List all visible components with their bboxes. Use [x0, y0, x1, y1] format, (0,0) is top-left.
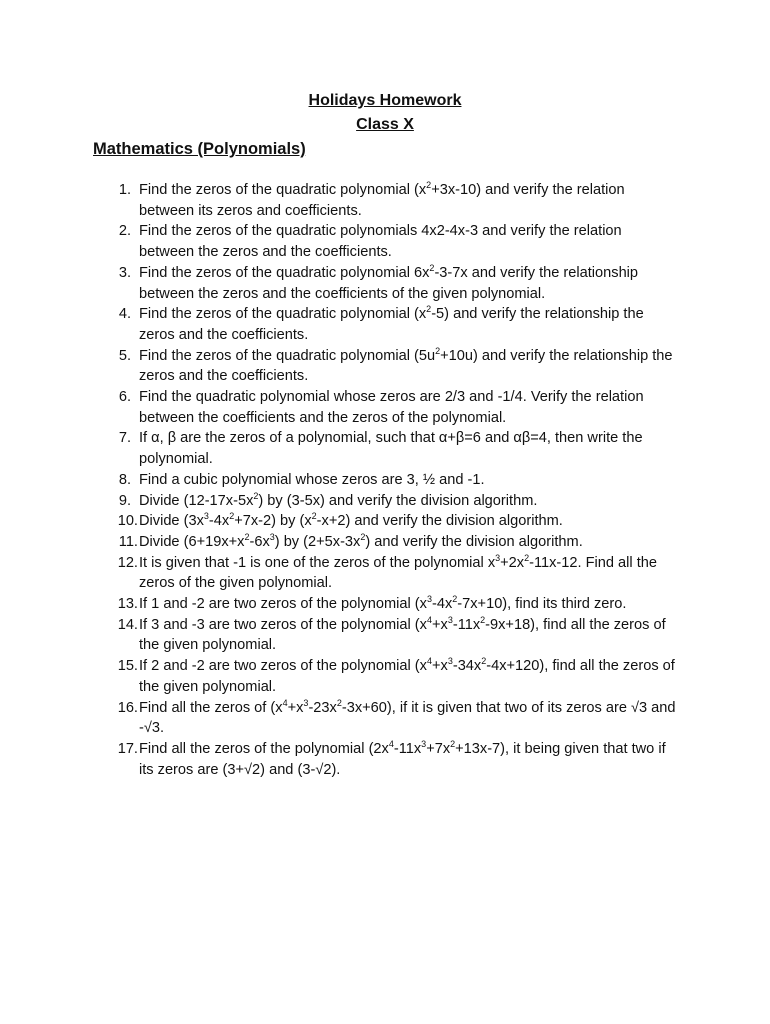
question-text-segment: +7x-2) by (x [234, 513, 312, 530]
exponent: 2 [253, 490, 259, 501]
question-item [0, 511, 770, 532]
question-text-segment: Find the zeros of the quadratic polynomial (x [139, 306, 427, 323]
question-text-segment: ) by (3-5x) and verify the division algorithm. [258, 492, 538, 509]
question-item [0, 221, 770, 262]
exponent: 2 [481, 656, 487, 667]
question-text [139, 491, 679, 512]
question-text-segment: -34x [452, 658, 482, 675]
question-item [0, 615, 770, 656]
question-text-segment: +3x-10) and verify the relation between its zeros and coefficients. [139, 182, 625, 219]
exponent: 3 [447, 656, 453, 667]
question-number: 5. [118, 347, 131, 364]
question-text [139, 387, 679, 428]
exponent: 4 [426, 656, 432, 667]
question-number: 15. [117, 658, 138, 675]
exponent: 3 [495, 552, 501, 563]
question-text-segment: -9x+18), find all the zeros of the given polynomial. [139, 616, 666, 654]
question-text-segment: +7x [426, 740, 451, 757]
exponent: 3 [303, 697, 309, 708]
question-number: 7. [118, 430, 131, 447]
subject-heading: Mathematics (Polynomials) [93, 140, 306, 158]
question-text-segment: Find all the zeros of the polynomial (2x [139, 740, 389, 757]
question-text [139, 221, 679, 262]
question-item [0, 180, 770, 221]
exponent: 4 [426, 614, 432, 625]
question-text-segment: Find the zeros of the quadratic polynomials 4x2-4x-3 and verify the relation between the zeros and the coefficients. [139, 223, 622, 261]
question-text-segment: +2x [500, 554, 525, 571]
question-text-segment: -11x [393, 740, 422, 757]
question-text-segment: Divide (6+19x+x [139, 533, 245, 550]
question-text [139, 346, 679, 387]
question-number: 8. [118, 471, 131, 488]
exponent: 2 [229, 511, 235, 522]
question-item [0, 553, 770, 594]
class-label: Class X [356, 116, 414, 133]
question-text-segment: Find the zeros of the quadratic polynomial (x [139, 182, 427, 198]
exponent: 2 [336, 697, 342, 708]
question-number: 10. [117, 513, 138, 530]
question-text [139, 656, 679, 697]
question-item [0, 304, 770, 345]
question-text-segment: Divide (3x [139, 513, 204, 530]
question-text-segment: Find all the zeros of (x [139, 699, 283, 716]
question-text-segment: If 3 and -3 are two zeros of the polynomial (x [139, 616, 427, 633]
exponent: 3 [426, 594, 432, 605]
question-text-segment: -3x+60), if it is given that two of its zeros are √3 and -√3. [139, 699, 676, 737]
question-text [139, 428, 679, 469]
document-title: Holidays Homework [308, 92, 462, 109]
exponent: 3 [269, 531, 275, 542]
question-number: 13. [117, 596, 138, 613]
question-number: 9. [118, 492, 131, 509]
question-number: 17. [117, 740, 138, 757]
question-text [139, 304, 679, 345]
exponent: 2 [480, 614, 486, 625]
question-text [139, 263, 679, 304]
question-item [0, 470, 770, 491]
question-text-segment: -4x [208, 513, 230, 530]
question-item [0, 594, 770, 615]
exponent: 2 [244, 531, 250, 542]
question-text-segment: -5) and verify the relationship the zeros and the coefficients. [139, 306, 644, 343]
exponent: 2 [311, 511, 317, 522]
question-text-segment: -6x [249, 533, 270, 550]
question-text-segment: Find the zeros of the quadratic polynomial 6x [139, 264, 430, 281]
exponent: 2 [435, 345, 441, 356]
question-text-segment: Find a cubic polynomial whose zeros are 3, ½ and -1. [139, 471, 485, 488]
question-item [0, 263, 770, 304]
question-text-segment: -11x [452, 616, 481, 633]
question-text-segment: +x [287, 699, 304, 716]
question-text-segment: If 1 and -2 are two zeros of the polynomial (x [139, 596, 427, 613]
exponent: 2 [524, 552, 530, 563]
exponent: 4 [282, 697, 288, 708]
question-text-segment: +x [431, 658, 448, 675]
exponent: 3 [447, 614, 453, 625]
question-text [139, 698, 679, 739]
question-number: 11. [118, 533, 138, 550]
question-text [139, 532, 679, 553]
question-text-segment: -3-7x and verify the relationship between the zeros and the coefficients of the given polynomial. [139, 264, 639, 302]
question-text [139, 594, 679, 615]
question-item [0, 698, 770, 739]
exponent: 3 [203, 511, 209, 522]
question-number: 4. [118, 306, 131, 323]
exponent: 4 [388, 738, 394, 749]
question-item [0, 491, 770, 512]
question-text-segment: ) and verify the division algorithm. [365, 533, 583, 550]
exponent: 2 [426, 180, 432, 190]
question-number: 2. [118, 223, 131, 240]
question-text-segment: -7x+10), find its third zero. [457, 596, 627, 613]
exponent: 2 [360, 531, 366, 542]
question-text-segment: +x [431, 616, 448, 633]
question-text-segment: It is given that -1 is one of the zeros of the polynomial x [139, 554, 496, 571]
question-item [0, 532, 770, 553]
question-item [0, 346, 770, 387]
question-number: 3. [118, 264, 131, 281]
question-text-segment: -23x [308, 699, 337, 716]
question-text-segment: If 2 and -2 are two zeros of the polynomial (x [139, 658, 427, 675]
exponent: 2 [452, 594, 458, 605]
question-text-segment: +13x-7), it being given that two if its zeros are (3+√2) and (3-√2). [139, 740, 666, 778]
question-item [0, 656, 770, 697]
question-text-segment: -4x [431, 596, 453, 613]
question-text-segment: ) by (2+5x-3x [274, 533, 361, 550]
question-text-segment: Divide (12-17x-5x [139, 492, 254, 509]
exponent: 3 [421, 738, 427, 749]
question-item [0, 428, 770, 469]
question-text [139, 470, 679, 491]
question-text-segment: Find the zeros of the quadratic polynomial (5u [139, 347, 436, 364]
exponent: 2 [429, 262, 435, 273]
question-text [139, 739, 679, 780]
question-text [139, 180, 679, 221]
question-text-segment: If α, β are the zeros of a polynomial, such that α+β=6 and αβ=4, then write the polynomial. [139, 430, 643, 468]
question-text [139, 615, 679, 656]
question-list [0, 180, 770, 780]
question-text-segment: -11x-12. Find all the zeros of the given polynomial. [139, 554, 657, 592]
question-number: 16. [117, 699, 138, 716]
question-item [0, 387, 770, 428]
question-text-segment: +10u) and verify the relationship the zeros and the coefficients. [139, 347, 673, 385]
question-text-segment: -x+2) and verify the division algorithm. [316, 513, 563, 530]
question-text-segment: Find the quadratic polynomial whose zeros are 2/3 and -1/4. Verify the relation between the coefficients and the zeros of the polynomial. [139, 389, 644, 426]
question-text [139, 511, 679, 532]
question-text [139, 553, 679, 594]
question-number: 1. [118, 182, 131, 198]
exponent: 2 [426, 304, 432, 315]
question-number: 14. [117, 616, 138, 633]
question-number: 12. [117, 554, 138, 571]
question-item [0, 739, 770, 780]
question-number: 6. [118, 389, 131, 406]
exponent: 2 [450, 738, 456, 749]
question-text-segment: -4x+120), find all the zeros of the given polynomial. [139, 658, 675, 695]
